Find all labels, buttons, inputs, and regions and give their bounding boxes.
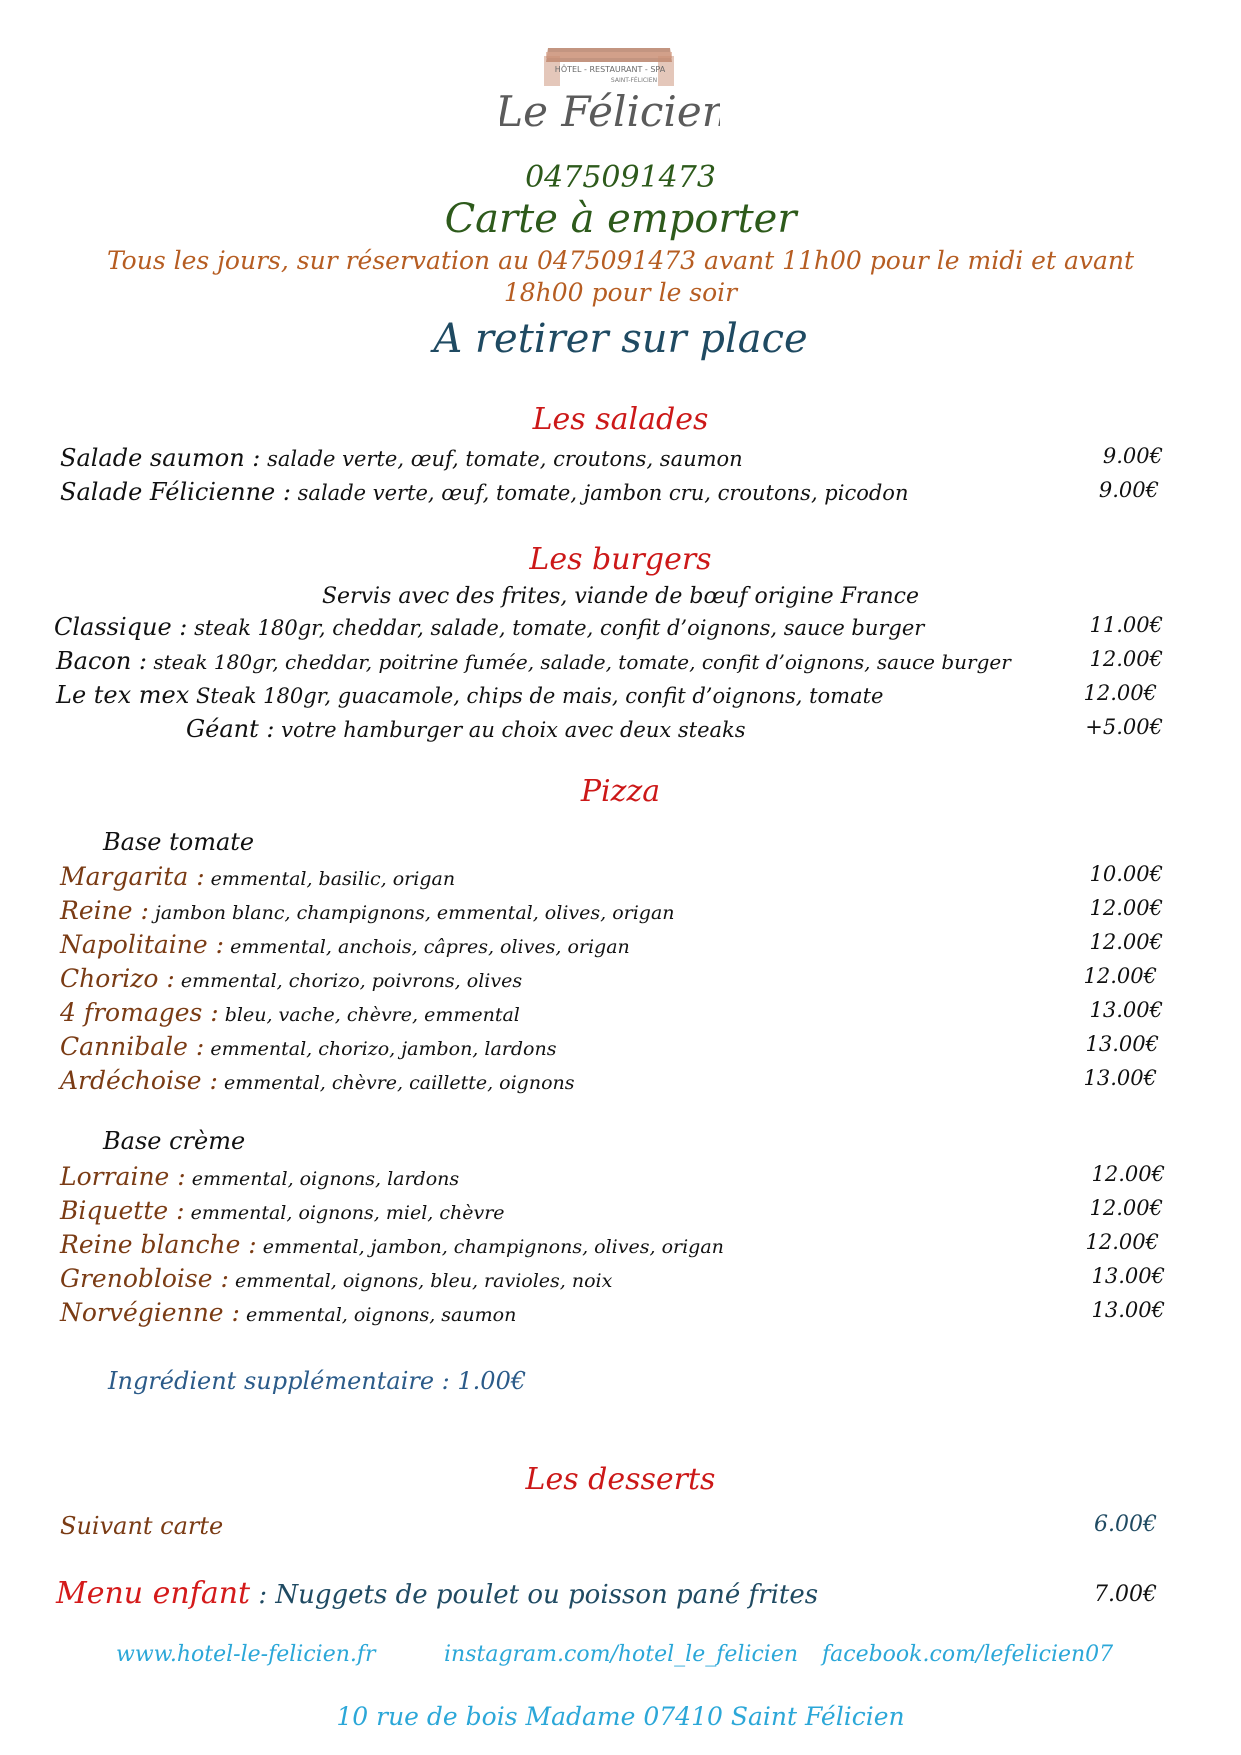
- item-name: Bacon :: [56, 647, 148, 675]
- item-price: 12.00€: [1091, 1162, 1165, 1186]
- logo-top-text: HÔTEL - RESTAURANT - SPA: [554, 65, 666, 74]
- item-price: 12.00€: [1083, 964, 1157, 988]
- item-price: 12.00€: [1089, 930, 1163, 954]
- item-name: Salade Félicienne :: [60, 478, 291, 506]
- item-price: 12.00€: [1089, 647, 1163, 671]
- item-name: Le tex mex: [56, 681, 190, 709]
- logo-building-icon: [500, 44, 720, 149]
- menu-enfant-label: Menu enfant: [56, 1576, 251, 1611]
- extra-ingredient-note: Ingrédient supplémentaire : 1.00€: [108, 1367, 527, 1395]
- menu-item: [0, 1196, 1241, 1230]
- address: 10 rue de bois Madame 07410 Saint Félicien: [336, 1702, 905, 1731]
- item-desc: emmental, oignons, miel, chèvre: [184, 1202, 505, 1224]
- item-desc: emmental, chorizo, jambon, lardons: [204, 1038, 557, 1060]
- menu-enfant-desc: : Nuggets de poulet ou poisson pané frites: [250, 1580, 819, 1610]
- item-name: Salade saumon :: [60, 444, 261, 472]
- item-desc: emmental, anchois, câpres, olives, origan: [224, 936, 630, 958]
- item-name: Margarita :: [60, 862, 205, 891]
- instagram-link[interactable]: instagram.com/hotel_le_felicien: [444, 1642, 799, 1667]
- item-name: 4 fromages :: [60, 998, 219, 1027]
- item-price: 12.00€: [1089, 896, 1163, 920]
- item-name: Reine :: [60, 896, 149, 925]
- menu-enfant: [0, 1576, 1241, 1616]
- menu-item: [0, 998, 1241, 1032]
- menu-item: [0, 862, 1241, 896]
- menu-item: [0, 1512, 1241, 1546]
- section-heading-salades: Les salades: [532, 402, 709, 437]
- item-desc: steak 180gr, cheddar, salade, tomate, confit d’oignons, sauce burger: [187, 616, 925, 640]
- item-desc: emmental, jambon, champignons, olives, origan: [256, 1236, 724, 1258]
- logo-sub-text: SAINT-FÉLICIEN: [610, 77, 658, 84]
- item-name: Lorraine :: [60, 1162, 186, 1191]
- item-desc: emmental, chèvre, caillette, oignons: [217, 1072, 575, 1094]
- item-name: Napolitaine :: [60, 930, 225, 959]
- facebook-link[interactable]: facebook.com/lefelicien07: [822, 1642, 1114, 1667]
- item-price: 11.00€: [1089, 613, 1163, 637]
- menu-item: [0, 613, 1241, 647]
- menu-item: [0, 930, 1241, 964]
- item-desc: bleu, vache, chèvre, emmental: [218, 1004, 520, 1026]
- item-price: 12.00€: [1089, 1196, 1163, 1220]
- item-desc: emmental, chorizo, poivrons, olives: [174, 970, 523, 992]
- item-name: Cannibale :: [60, 1032, 205, 1061]
- item-desc: Steak 180gr, guacamole, chips de mais, confit d’oignons, tomate: [189, 684, 884, 708]
- item-desc: emmental, oignons, lardons: [185, 1168, 460, 1190]
- item-name: Chorizo :: [60, 964, 175, 993]
- menu-item: [0, 478, 1241, 512]
- menu-item: [0, 964, 1241, 998]
- menu-item: [0, 1032, 1241, 1066]
- item-name: Reine blanche :: [60, 1230, 257, 1259]
- item-desc: emmental, oignons, bleu, ravioles, noix: [228, 1270, 613, 1292]
- item-desc: steak 180gr, cheddar, poitrine fumée, salade, tomate, confit d’oignons, sauce burger: [147, 650, 1011, 674]
- menu-item: [0, 1066, 1241, 1100]
- section-heading-pizza: Pizza: [580, 774, 661, 809]
- reservation-note-line2: 18h00 pour le soir: [503, 278, 738, 307]
- hotel-logo: [500, 44, 720, 149]
- item-desc: jambon blanc, champignons, emmental, olives, origan: [148, 902, 675, 924]
- reservation-note-line1: Tous les jours, sur réservation au 0475091473 avant 11h00 pour le midi et avant: [106, 246, 1135, 275]
- phone-number[interactable]: 0475091473: [525, 160, 716, 195]
- item-name: Suivant carte: [60, 1512, 224, 1540]
- menu-item: [0, 1264, 1241, 1298]
- base-creme-heading: Base crème: [103, 1127, 246, 1155]
- item-price: 12.00€: [1083, 681, 1157, 705]
- item-desc: emmental, basilic, origan: [204, 868, 456, 890]
- item-desc: salade verte, œuf, tomate, croutons, saumon: [260, 447, 743, 471]
- item-name: Norvégienne :: [60, 1298, 240, 1327]
- item-name: Classique :: [54, 613, 188, 641]
- pickup-notice: A retirer sur place: [433, 316, 808, 362]
- item-price: 7.00€: [1094, 1582, 1157, 1607]
- menu-item: [0, 1230, 1241, 1264]
- item-name: Géant :: [186, 715, 275, 743]
- burgers-subheading: Servis avec des frites, viande de bœuf origine France: [321, 584, 920, 609]
- item-price: 13.00€: [1085, 1032, 1159, 1056]
- item-price: 13.00€: [1091, 1298, 1165, 1322]
- menu-item: [0, 715, 1241, 749]
- base-tomate-heading: Base tomate: [103, 828, 255, 856]
- item-price: 10.00€: [1089, 862, 1163, 886]
- item-desc: salade verte, œuf, tomate, jambon cru, croutons, picodon: [290, 481, 909, 505]
- item-price: 6.00€: [1094, 1512, 1157, 1537]
- item-name: Grenobloise :: [60, 1264, 229, 1293]
- item-price: 9.00€: [1102, 444, 1163, 468]
- item-price: 13.00€: [1091, 1264, 1165, 1288]
- logo-brand: Le Félicien: [500, 87, 720, 136]
- item-desc: emmental, oignons, saumon: [239, 1304, 517, 1326]
- website-link[interactable]: www.hotel-le-felicien.fr: [116, 1642, 376, 1667]
- menu-item: [0, 896, 1241, 930]
- item-price: 12.00€: [1085, 1230, 1159, 1254]
- section-heading-desserts: Les desserts: [525, 1462, 716, 1497]
- item-desc: votre hamburger au choix avec deux steaks: [274, 718, 746, 742]
- item-price: 13.00€: [1083, 1066, 1157, 1090]
- item-name: Ardéchoise :: [60, 1066, 218, 1095]
- section-heading-burgers: Les burgers: [529, 542, 712, 577]
- page-title: Carte à emporter: [444, 196, 797, 242]
- item-price: +5.00€: [1085, 715, 1163, 739]
- menu-item: [0, 681, 1241, 715]
- item-name: Biquette :: [60, 1196, 185, 1225]
- menu-item: [0, 1298, 1241, 1332]
- menu-item: [0, 647, 1241, 681]
- item-price: 13.00€: [1089, 998, 1163, 1022]
- menu-item: [0, 1162, 1241, 1196]
- menu-item: [0, 444, 1241, 478]
- item-price: 9.00€: [1098, 478, 1159, 502]
